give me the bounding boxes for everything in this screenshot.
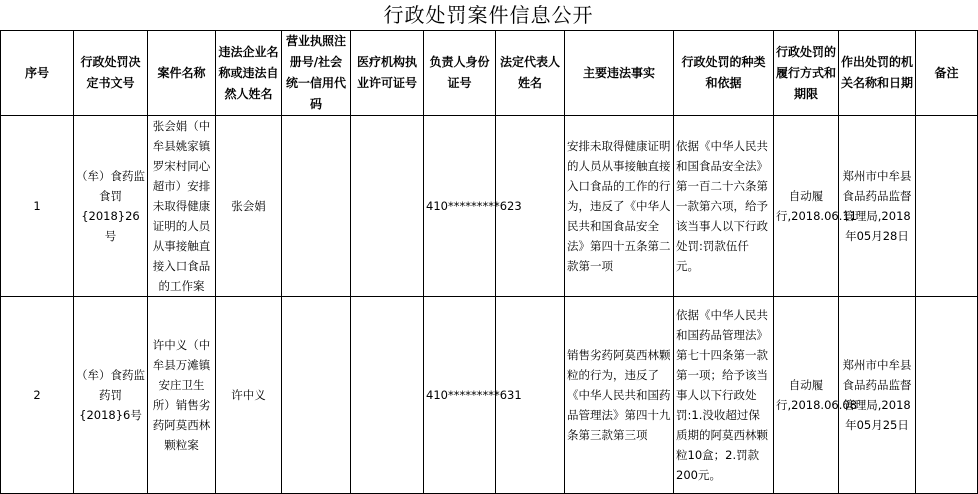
header-case-name: 案件名称 xyxy=(148,31,216,116)
penalty-table xyxy=(0,30,978,494)
cell-doc-no: （牟）食药监食罚{2018}26号 xyxy=(74,116,148,297)
header-legal-rep: 法定代表人姓名 xyxy=(496,31,565,116)
cell-method: 自动履行,2018.06.11 xyxy=(774,116,839,297)
header-facts: 主要违法事实 xyxy=(565,31,674,116)
cell-id-no: 410*********623 xyxy=(424,116,496,297)
header-doc-no: 行政处罚决定书文号 xyxy=(74,31,148,116)
cell-facts: 安排未取得健康证明的人员从事接触直接入口食品的工作的行为，违反了《中华人民共和国食品安全法》第四十五条第二款第一项 xyxy=(565,116,674,297)
cell-license xyxy=(282,297,351,494)
table-row xyxy=(1,297,978,494)
page-title: 行政处罚案件信息公开 xyxy=(383,3,594,27)
header-authority: 作出处罚的机关名称和日期 xyxy=(839,31,916,116)
cell-method: 自动履行,2018.06.08 xyxy=(774,297,839,494)
cell-case-name: 许中义（中牟县万滩镇安庄卫生所）销售劣药阿莫西林颗粒案 xyxy=(148,297,216,494)
cell-party: 许中义 xyxy=(216,297,282,494)
header-med-license: 医疗机构执业许可证号 xyxy=(351,31,424,116)
cell-seq: 2 xyxy=(1,297,74,494)
cell-remark xyxy=(916,297,978,494)
header-seq: 序号 xyxy=(1,31,74,116)
cell-remark xyxy=(916,116,978,297)
cell-license xyxy=(282,116,351,297)
cell-party: 张会娟 xyxy=(216,116,282,297)
cell-penalty: 依据《中华人民共和国药品管理法》第七十四条第一款第一项；给予该当事人以下行政处罚:1.没收超过保质期的阿莫西林颗粒10盒；2.罚款200元。 xyxy=(674,297,774,494)
header-id-no: 负责人身份证号 xyxy=(424,31,496,116)
header-remark: 备注 xyxy=(916,31,978,116)
header-party: 违法企业名称或违法自然人姓名 xyxy=(216,31,282,116)
cell-med-license xyxy=(351,116,424,297)
cell-authority: 郑州市中牟县食品药品监督管理局,2018年05月28日 xyxy=(839,116,916,297)
cell-seq: 1 xyxy=(1,116,74,297)
header-method: 行政处罚的履行方式和期限 xyxy=(774,31,839,116)
table-row xyxy=(1,116,978,297)
cell-authority: 郑州市中牟县食品药品监督管理局,2018年05月25日 xyxy=(839,297,916,494)
header-row xyxy=(1,31,978,116)
header-license: 营业执照注册号/社会统一信用代码 xyxy=(282,31,351,116)
header-penalty: 行政处罚的种类和依据 xyxy=(674,31,774,116)
cell-id-no: 410*********631 xyxy=(424,297,496,494)
cell-case-name: 张会娟（中牟县姚家镇罗宋村同心超市）安排未取得健康证明的人员从事接触直接入口食品的工作案 xyxy=(148,116,216,297)
cell-penalty: 依据《中华人民共和国食品安全法》第一百二十六条第一款第六项，给予该当事人以下行政处罚:罚款伍仟元。 xyxy=(674,116,774,297)
cell-facts: 销售劣药阿莫西林颗粒的行为，违反了《中华人民共和国药品管理法》第四十九条第三款第三项 xyxy=(565,297,674,494)
cell-med-license xyxy=(351,297,424,494)
cell-doc-no: （牟）食药监药罚{2018}6号 xyxy=(74,297,148,494)
